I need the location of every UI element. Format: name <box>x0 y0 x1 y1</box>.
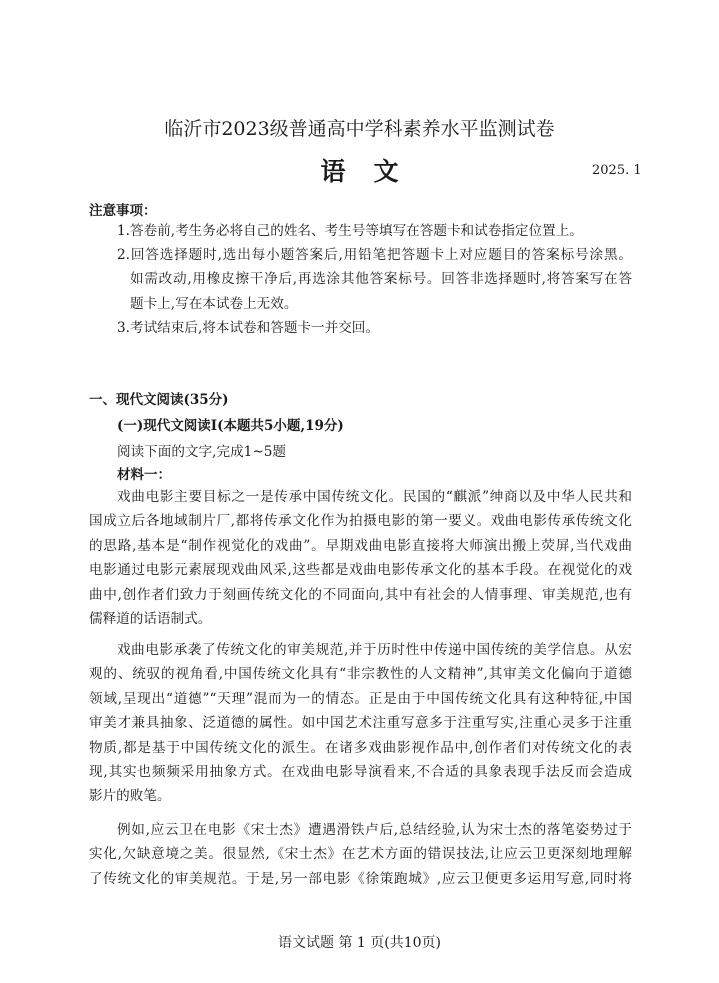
note-item-3: 3.考试结束后,将本试卷和答题卡一并交回。 <box>117 320 379 336</box>
passage-line: 戏曲电影承袭了传统文化的审美规范,并于历时性中传递中国传统的美学信息。从宏 <box>117 642 632 658</box>
note-item-1: 1.答卷前,考生务必将自己的姓名、考生号等填写在答题卡和试卷指定位置上。 <box>117 223 583 239</box>
notes-heading: 注意事项： <box>89 203 157 219</box>
passage-line: 实化,欠缺意境之美。很显然,《宋士杰》在艺术方面的错误技法,让应云卫更深刻地理解 <box>89 846 632 863</box>
note-item-2: 2.回答选择题时,选出每小题答案后,用铅笔把答题卡上对应题目的答案标号涂黑。 <box>117 247 632 263</box>
note-item-2-cont: 如需改动,用橡皮擦干净后,再选涂其他答案标号。回答非选择题时,将答案写在答 <box>130 271 632 287</box>
passage-line: 戏曲电影主要目标之一是传承中国传统文化。民国的“麒派”绅商以及中华人民共和 <box>117 489 632 505</box>
passage-line: 的思路,基本是“制作视觉化的戏曲”。早期戏曲电影直接将大师演出搬上荧屏,当代戏曲 <box>89 537 632 554</box>
passage-line: 领域,呈现出“道德”“天理”混而为一的情态。正是由于中国传统文化具有这种特征,中国 <box>89 690 632 707</box>
instruction: 阅读下面的文字,完成1~5题 <box>117 444 286 460</box>
passage-line: 曲中,创作者们致力于刻画传统文化的不同面向,其中有社会的人情事理、审美规范,也有 <box>89 586 632 603</box>
passage-line: 例如,应云卫在电影《宋士杰》遭遇滑铁卢后,总结经验,认为宋士杰的落笔姿势过于 <box>117 822 632 838</box>
passage-line: 观的、统驭的视角看,中国传统文化具有“非宗教性的人文精神”,其审美文化偏向于道德 <box>89 666 632 683</box>
sub-section-heading: (一)现代文阅读Ⅰ(本题共5小题,19分) <box>117 418 344 434</box>
passage-line: 儒释道的话语制式。 <box>89 611 212 627</box>
passage-line: 电影通过电影元素展现戏曲风采,这些都是戏曲电影传承文化的基本手段。在视觉化的戏 <box>89 562 632 579</box>
section-heading: 一、现代文阅读(35分) <box>89 392 229 408</box>
exam-date: 2025. 1 <box>592 163 642 178</box>
material-label: 材料一： <box>117 467 171 483</box>
passage-line: 影片的败笔。 <box>89 788 171 805</box>
passage-line: 审美才兼具抽象、泛道德的属性。如中国艺术注重写意多于注重写实,注重心灵多于注重 <box>89 715 632 732</box>
subject-title: 语文 <box>320 157 427 186</box>
passage-line: 国成立后各地域制片厂,都将传承文化作为拍摄电影的第一要义。戏曲电影传承传统文化 <box>89 513 632 530</box>
exam-title: 临沂市2023级普通高中学科素养水平监测试卷 <box>164 118 555 140</box>
passage-line: 物质,都是基于中国传统文化的派生。在诸多戏曲影视作品中,创作者们对传统文化的表 <box>89 739 632 756</box>
passage-line: 现,其实也频频采用抽象方式。在戏曲电影导演看来,不合适的具象表现手法反而会造成 <box>89 764 632 780</box>
note-item-2-cont: 题卡上,写在本试卷上无效。 <box>130 296 298 312</box>
page-footer: 语文试题 第 1 页(共10页) <box>278 935 441 951</box>
passage-line: 了传统文化的审美规范。于是,另一部电影《徐策跑城》,应云卫便更多运用写意,同时将 <box>89 870 632 887</box>
